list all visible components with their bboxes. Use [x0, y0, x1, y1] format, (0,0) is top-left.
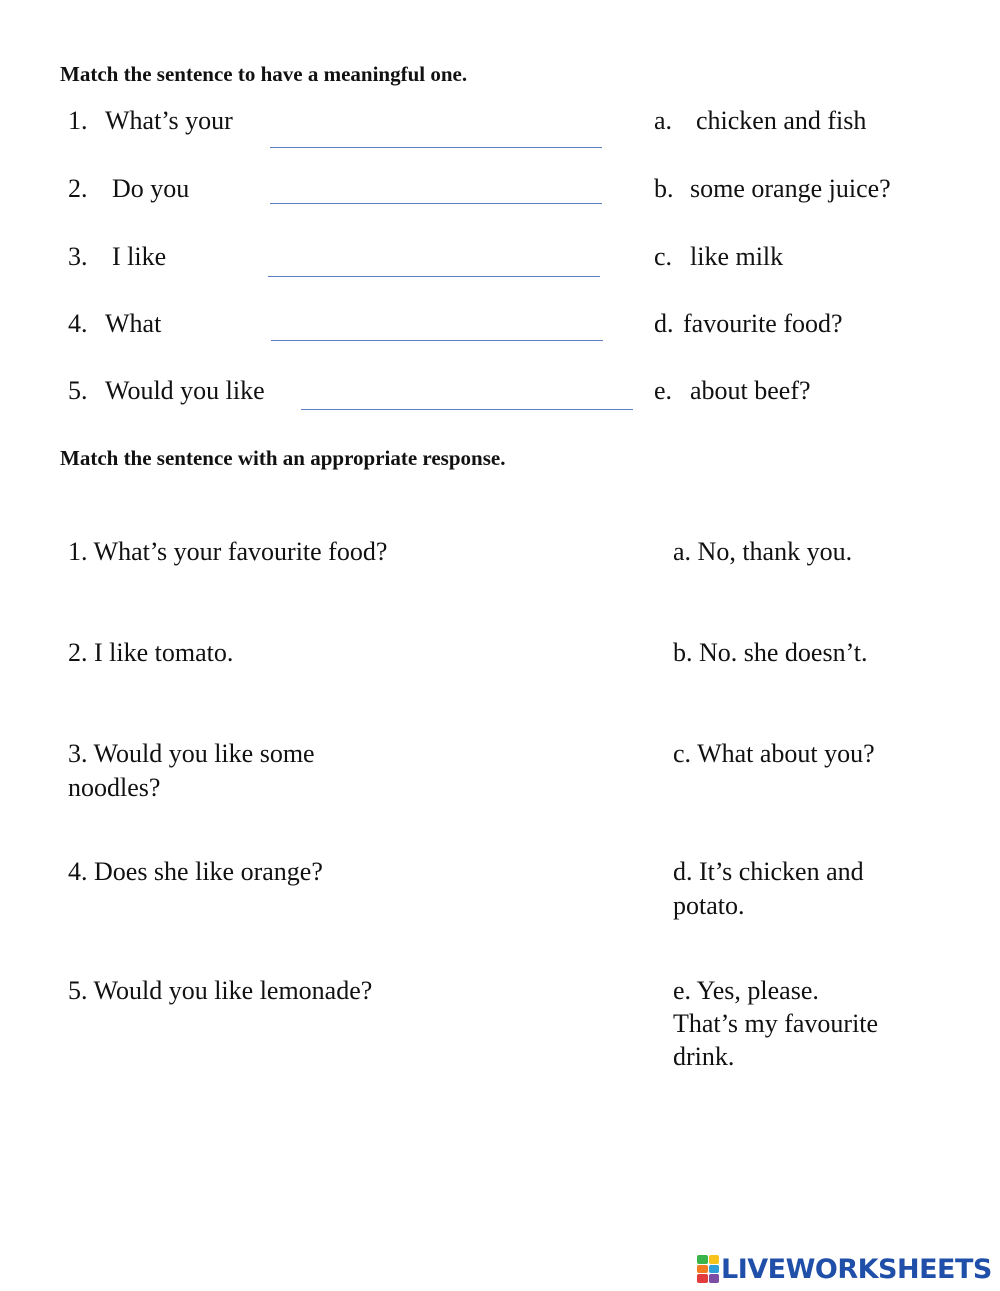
s2-response[interactable]: e. Yes, please.: [673, 976, 819, 1005]
s1-item-text: Do you: [112, 174, 190, 203]
s1-option-text: like milk: [690, 242, 784, 271]
s2-sentence[interactable]: 5. Would you like lemonade?: [68, 976, 373, 1005]
answer-blank-4[interactable]: [271, 340, 603, 341]
s1-option-text: some orange juice?: [690, 174, 891, 203]
section2-heading: Match the sentence with an appropriate response.: [60, 446, 506, 470]
s2-response-cont[interactable]: That’s my favourite: [673, 1009, 879, 1038]
s2-response[interactable]: b. No. she doesn’t.: [673, 638, 868, 667]
section1-heading: Match the sentence to have a meaningful one.: [60, 62, 468, 86]
s1-item-text: What: [105, 309, 162, 338]
s1-item-number: 3.: [68, 242, 88, 271]
s2-response[interactable]: d. It’s chicken and: [673, 857, 864, 886]
brand-name: LIVEWORKSHEETS: [721, 1253, 992, 1285]
s1-option-letter: e.: [654, 376, 673, 405]
s2-sentence[interactable]: 1. What’s your favourite food?: [68, 537, 388, 566]
s1-item-text: What’s your: [105, 106, 233, 135]
answer-blank-5[interactable]: [301, 409, 633, 410]
s1-option-text: chicken and fish: [696, 106, 867, 135]
s2-response[interactable]: a. No, thank you.: [673, 537, 853, 566]
s1-option-letter: a.: [654, 106, 673, 135]
s1-item-text: I like: [112, 242, 167, 271]
s2-response[interactable]: c. What about you?: [673, 739, 875, 768]
s1-item-text: Would you like: [105, 376, 265, 405]
s1-item-number: 5.: [68, 376, 88, 405]
liveworksheets-logo[interactable]: [697, 1252, 992, 1286]
answer-blank-3[interactable]: [268, 276, 600, 277]
s1-option-letter: b.: [654, 174, 674, 203]
s1-item-number: 1.: [68, 106, 88, 135]
s2-response-cont[interactable]: drink.: [673, 1042, 735, 1071]
s1-option-letter: c.: [654, 242, 673, 271]
s1-option-text: about beef?: [690, 376, 811, 405]
s1-item-number: 2.: [68, 174, 88, 203]
s2-sentence[interactable]: 2. I like tomato.: [68, 638, 234, 667]
s2-sentence-cont[interactable]: noodles?: [68, 773, 161, 802]
s2-response-cont[interactable]: potato.: [673, 891, 745, 920]
liveworksheets-logo-icon: [697, 1255, 719, 1283]
s1-option-text: favourite food?: [683, 309, 843, 338]
s1-option-letter: d.: [654, 309, 674, 338]
s1-item-number: 4.: [68, 309, 88, 338]
s2-sentence[interactable]: 4. Does she like orange?: [68, 857, 323, 886]
s2-sentence[interactable]: 3. Would you like some: [68, 739, 315, 768]
answer-blank-1[interactable]: [270, 147, 602, 148]
answer-blank-2[interactable]: [270, 203, 602, 204]
